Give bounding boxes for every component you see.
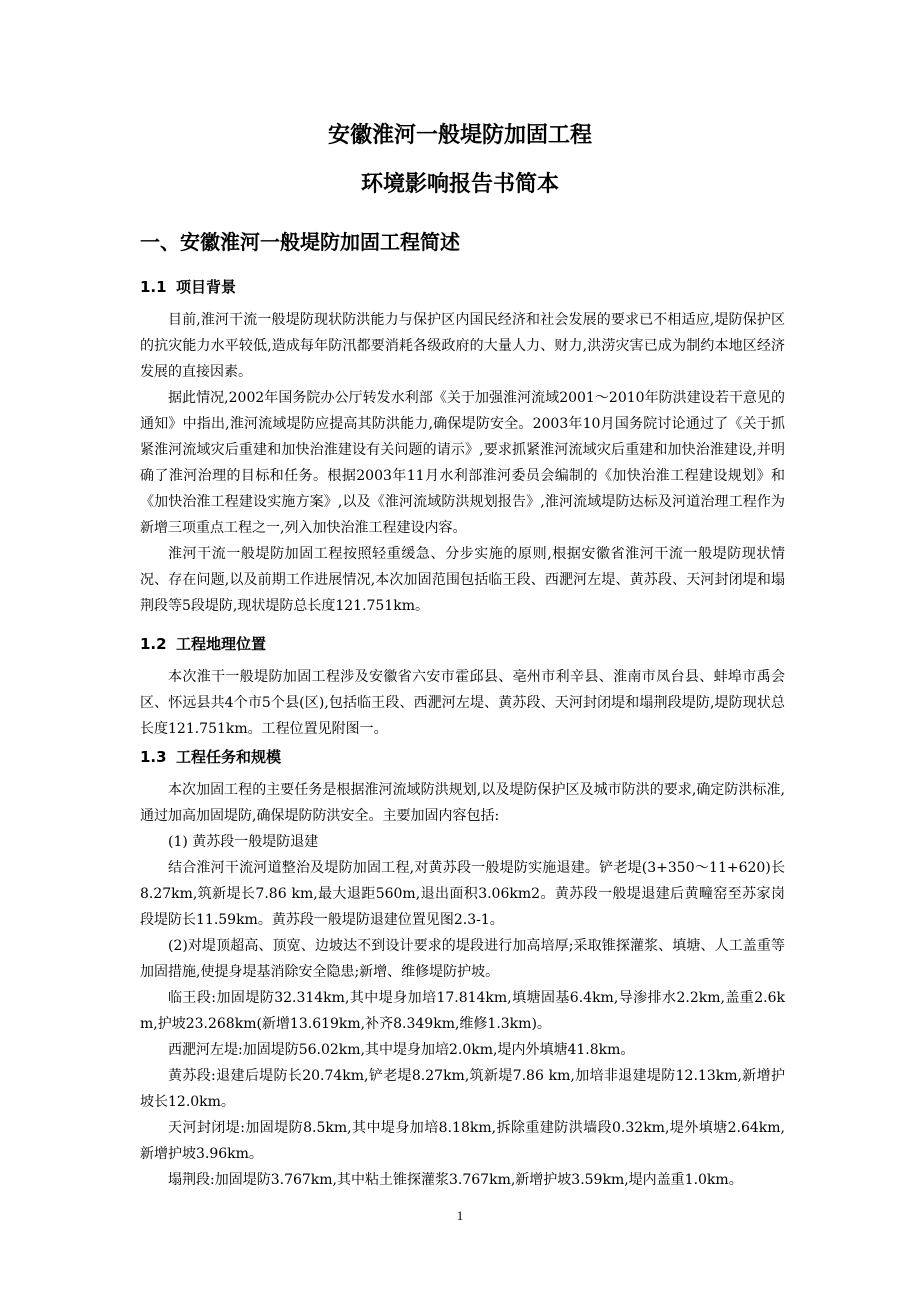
paragraph: 结合淮河干流河道整治及堤防加固工程,对黄苏段一般堤防实施退建。铲老堤(3+350～11+620)长8.27km,筑新堤长7.86 km,最大退距560m,退出面积3.06km2。黄苏段一般堤退建后黄疃窑至苏家岗段堤防长11.59km。黄苏段一般堤防退建位置见图2.3-1。 <box>140 860 785 928</box>
section-1-heading: 一、安徽淮河一般堤防加固工程简述 <box>140 230 460 254</box>
list-item-label: (1) 黄苏段一般堤防退建 <box>168 834 319 850</box>
segment-huangsu: 黄苏段:退建后堤防长20.74km,铲老堤8.27km,筑新堤7.86 km,加培非退建堤防12.13km,新增护坡长12.0km。 <box>140 1068 785 1110</box>
paragraph: 目前,淮河干流一般堤防现状防洪能力与保护区内国民经济和社会发展的要求已不相适应,堤防保护区的抗灾能力水平较低,造成每年防汛都要消耗各级政府的大量人力、财力,洪涝灾害已成为制约本地区经济发展的直接因素。 <box>140 312 785 380</box>
section-1-3-body <box>140 777 785 1193</box>
section-1-3-title: 工程任务和规模 <box>176 748 282 766</box>
document-title: 安徽淮河一般堤防加固工程 <box>327 123 592 148</box>
section-1-2-number: 1.2 <box>140 635 167 653</box>
section-1-3-heading <box>140 746 281 768</box>
section-1-3-number: 1.3 <box>140 748 167 766</box>
segment-xifei: 西淝河左堤:加固堤防56.02km,其中堤身加培2.0km,堤内外填塘41.8km。 <box>168 1042 635 1058</box>
section-1-1-heading <box>140 276 236 298</box>
document-subtitle: 环境影响报告书简本 <box>360 172 559 197</box>
section-1-2-title: 工程地理位置 <box>176 635 267 653</box>
paragraph: 据此情况,2002年国务院办公厅转发水利部《关于加强淮河流域2001～2010年防洪建设若干意见的通知》中指出,淮河流域堤防应提高其防洪能力,确保堤防安全。2003年10月国务院讨论通过了《关于抓紧淮河流域灾后重建和加快治淮建设有关问题的请示》,要求抓紧淮河流域灾后重建和加快治淮建设,并明确了淮河治理的目标和任务。根据2003年11月水利部淮河委员会编制的《加快治淮工程建设规划》和《加快治淮工程建设实施方案》,以及《淮河流域防洪规划报告》,淮河流域堤防达标及河道治理工程作为新增三项重点工程之一,列入加快治淮工程建设内容。 <box>140 390 785 536</box>
paragraph: (2)对堤顶超高、顶宽、边坡达不到设计要求的堤段进行加高培厚;采取锥探灌浆、填塘、人工盖重等加固措施,使提身堤基消除安全隐患;新增、维修堤防护坡。 <box>140 938 785 980</box>
segment-tianhe: 天河封闭堤:加固堤防8.5km,其中堤身加培8.18km,拆除重建防洪墙段0.32km,堤外填塘2.64km,新增护坡3.96km。 <box>140 1120 785 1162</box>
segment-tajing: 塌荆段:加固堤防3.767km,其中粘土锥探灌浆3.767km,新增护坡3.59km,堤内盖重1.0km。 <box>168 1172 743 1188</box>
segment-linwang: 临王段:加固堤防32.314km,其中堤身加培17.814km,填塘固基6.4km,导渗排水2.2km,盖重2.6km,护坡23.268km(新增13.619km,补齐8.349km,维修1.3km)。 <box>140 990 785 1032</box>
section-1-1-number: 1.1 <box>140 278 167 296</box>
section-1-2-body <box>140 664 785 742</box>
page-number: 1 <box>456 1208 464 1223</box>
paragraph: 本次加固工程的主要任务是根据淮河流域防洪规划,以及堤防保护区及城市防洪的要求,确定防洪标准,通过加高加固堤防,确保堤防防洪安全。主要加固内容包括: <box>140 782 785 824</box>
section-1-2-heading <box>140 633 266 655</box>
paragraph: 淮河干流一般堤防加固工程按照轻重缓急、分步实施的原则,根据安徽省淮河干流一般堤防现状情况、存在问题,以及前期工作进展情况,本次加固范围包括临王段、西淝河左堤、黄苏段、天河封闭堤和塌荆段等5段堤防,现状堤防总长度121.751km。 <box>140 546 785 614</box>
paragraph: 本次淮干一般堤防加固工程涉及安徽省六安市霍邱县、亳州市利辛县、淮南市凤台县、蚌埠市禹会区、怀远县共4个市5个县(区),包括临王段、西淝河左堤、黄苏段、天河封闭堤和塌荆段堤防,堤防现状总长度121.751km。工程位置见附图一。 <box>140 669 785 737</box>
section-1-1-body <box>140 307 785 619</box>
section-1-1-title: 项目背景 <box>176 278 237 296</box>
